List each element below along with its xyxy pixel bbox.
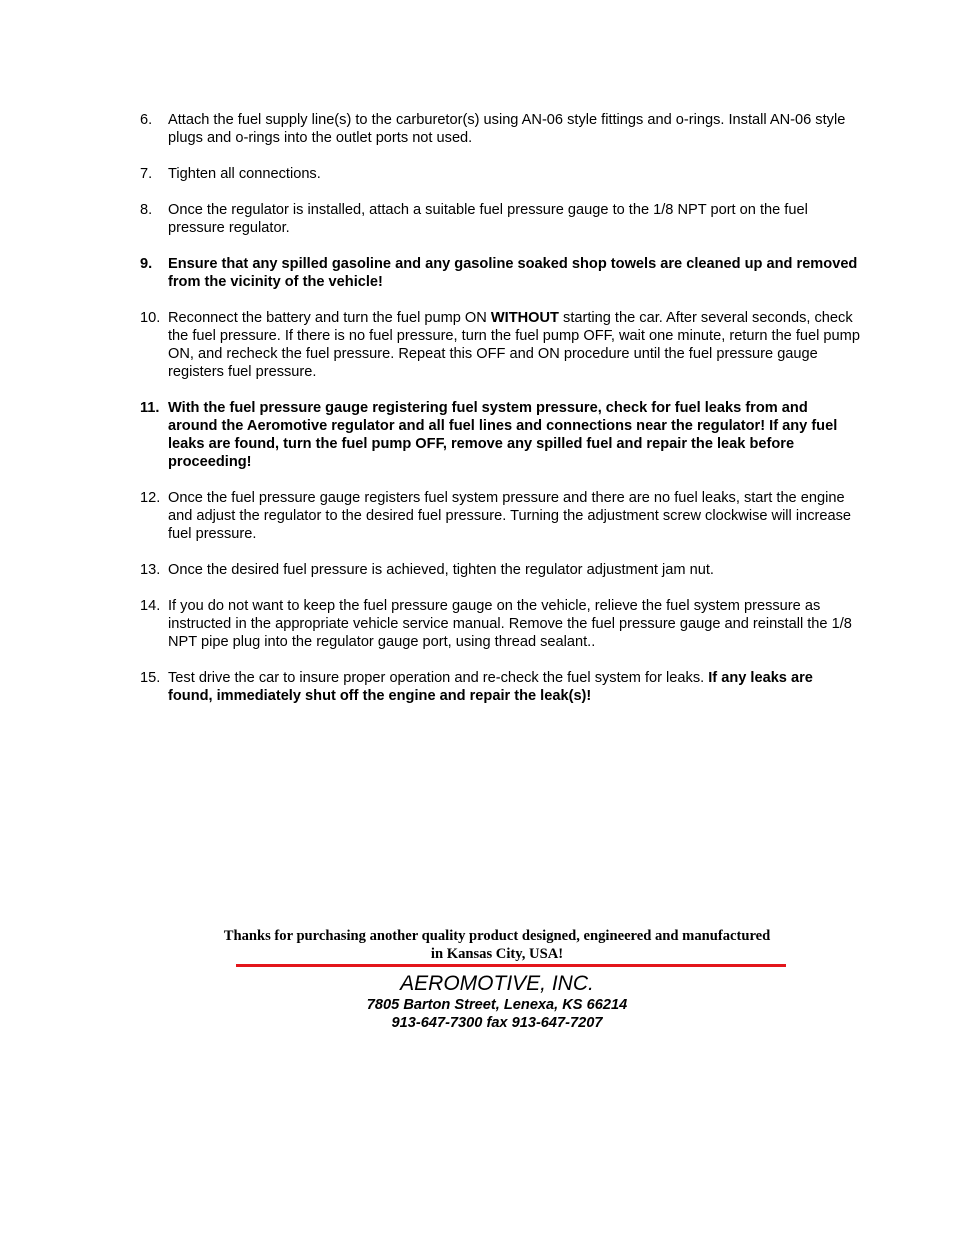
step-number: 13. xyxy=(140,562,161,578)
step-number: 15. xyxy=(140,670,161,686)
step-text: With the fuel pressure gauge registering fuel system pressure, check for fuel leaks from and around the Aeromotive regulator and all fuel lines and connections near the regulator! If any fuel leaks are found, turn the fuel pump OFF, remove any spilled fuel and repair the leak before proceeding! xyxy=(168,400,838,470)
step-text-part: Reconnect the battery and turn the fuel pump ON xyxy=(168,310,491,326)
step-number: 14. xyxy=(140,598,161,614)
step-6 xyxy=(140,111,860,147)
step-number: 6. xyxy=(140,112,153,128)
step-text xyxy=(168,669,860,705)
step-number: 9. xyxy=(140,256,153,272)
step-text: Once the fuel pressure gauge registers fuel system pressure and there are no fuel leaks, start the engine and adjust the regulator to the desired fuel pressure. Turning the adjustment screw clockwise will increase fuel pressure. xyxy=(168,490,852,542)
step-text: Attach the fuel supply line(s) to the carburetor(s) using AN-06 style fittings and o-rings. Install AN-06 style plugs and o-rings into the outlet ports not used. xyxy=(168,112,846,146)
company-block xyxy=(0,972,954,1032)
red-divider xyxy=(236,964,786,967)
step-text: Ensure that any spilled gasoline and any gasoline soaked shop towels are cleaned up and removed from the vicinity of the vehicle! xyxy=(168,256,858,290)
step-number: 12. xyxy=(140,490,161,506)
step-text: Tighten all connections. xyxy=(168,166,321,182)
step-12 xyxy=(140,489,860,543)
step-text-emphasis: WITHOUT xyxy=(490,310,559,326)
step-text: Once the desired fuel pressure is achieved, tighten the regulator adjustment jam nut. xyxy=(168,562,714,578)
thanks-line-1: Thanks for purchasing another quality product designed, engineered and manufactured xyxy=(223,928,771,944)
company-name: AEROMOTIVE, INC. xyxy=(400,972,594,995)
step-number: 8. xyxy=(140,202,153,218)
step-number: 11. xyxy=(140,400,160,416)
step-text-emphasis: If any leaks are found, immediately shut off the engine and repair the leak(s)! xyxy=(168,670,813,704)
thanks-line-2: in Kansas City, USA! xyxy=(430,946,564,962)
company-phone: 913-647-7300 fax 913-647-7207 xyxy=(391,1015,603,1031)
step-text xyxy=(168,309,860,381)
step-11 xyxy=(140,399,860,471)
step-number: 7. xyxy=(140,166,153,182)
step-number: 10. xyxy=(140,310,161,326)
step-text: Once the regulator is installed, attach a suitable fuel pressure gauge to the 1/8 NPT port on the fuel pressure regulator. xyxy=(168,202,808,236)
step-13 xyxy=(140,561,860,579)
step-text-part: Test drive the car to insure proper operation and re-check the fuel system for leaks. xyxy=(168,670,709,686)
step-9 xyxy=(140,255,860,291)
company-address: 7805 Barton Street, Lenexa, KS 66214 xyxy=(366,997,628,1013)
step-text: If you do not want to keep the fuel pressure gauge on the vehicle, relieve the fuel system pressure as instructed in the appropriate vehicle service manual. Remove the fuel pressure gauge and reinstall the 1/8 NPT pipe plug into the regulator gauge port, using thread sealant.. xyxy=(168,598,852,650)
step-14 xyxy=(140,597,860,651)
step-10 xyxy=(140,309,860,381)
step-15 xyxy=(140,669,860,705)
step-7 xyxy=(140,165,860,183)
thanks-message xyxy=(0,927,954,963)
step-8 xyxy=(140,201,860,237)
instruction-list xyxy=(140,111,860,723)
step-text-part: starting the car. After several seconds, check the fuel pressure. If there is no fuel pressure, turn the fuel pump OFF, wait one minute, return the fuel pump ON, and recheck the fuel pressure. Repeat this OFF and ON procedure until the fuel pressure gauge registers fuel pressure. xyxy=(168,310,860,380)
